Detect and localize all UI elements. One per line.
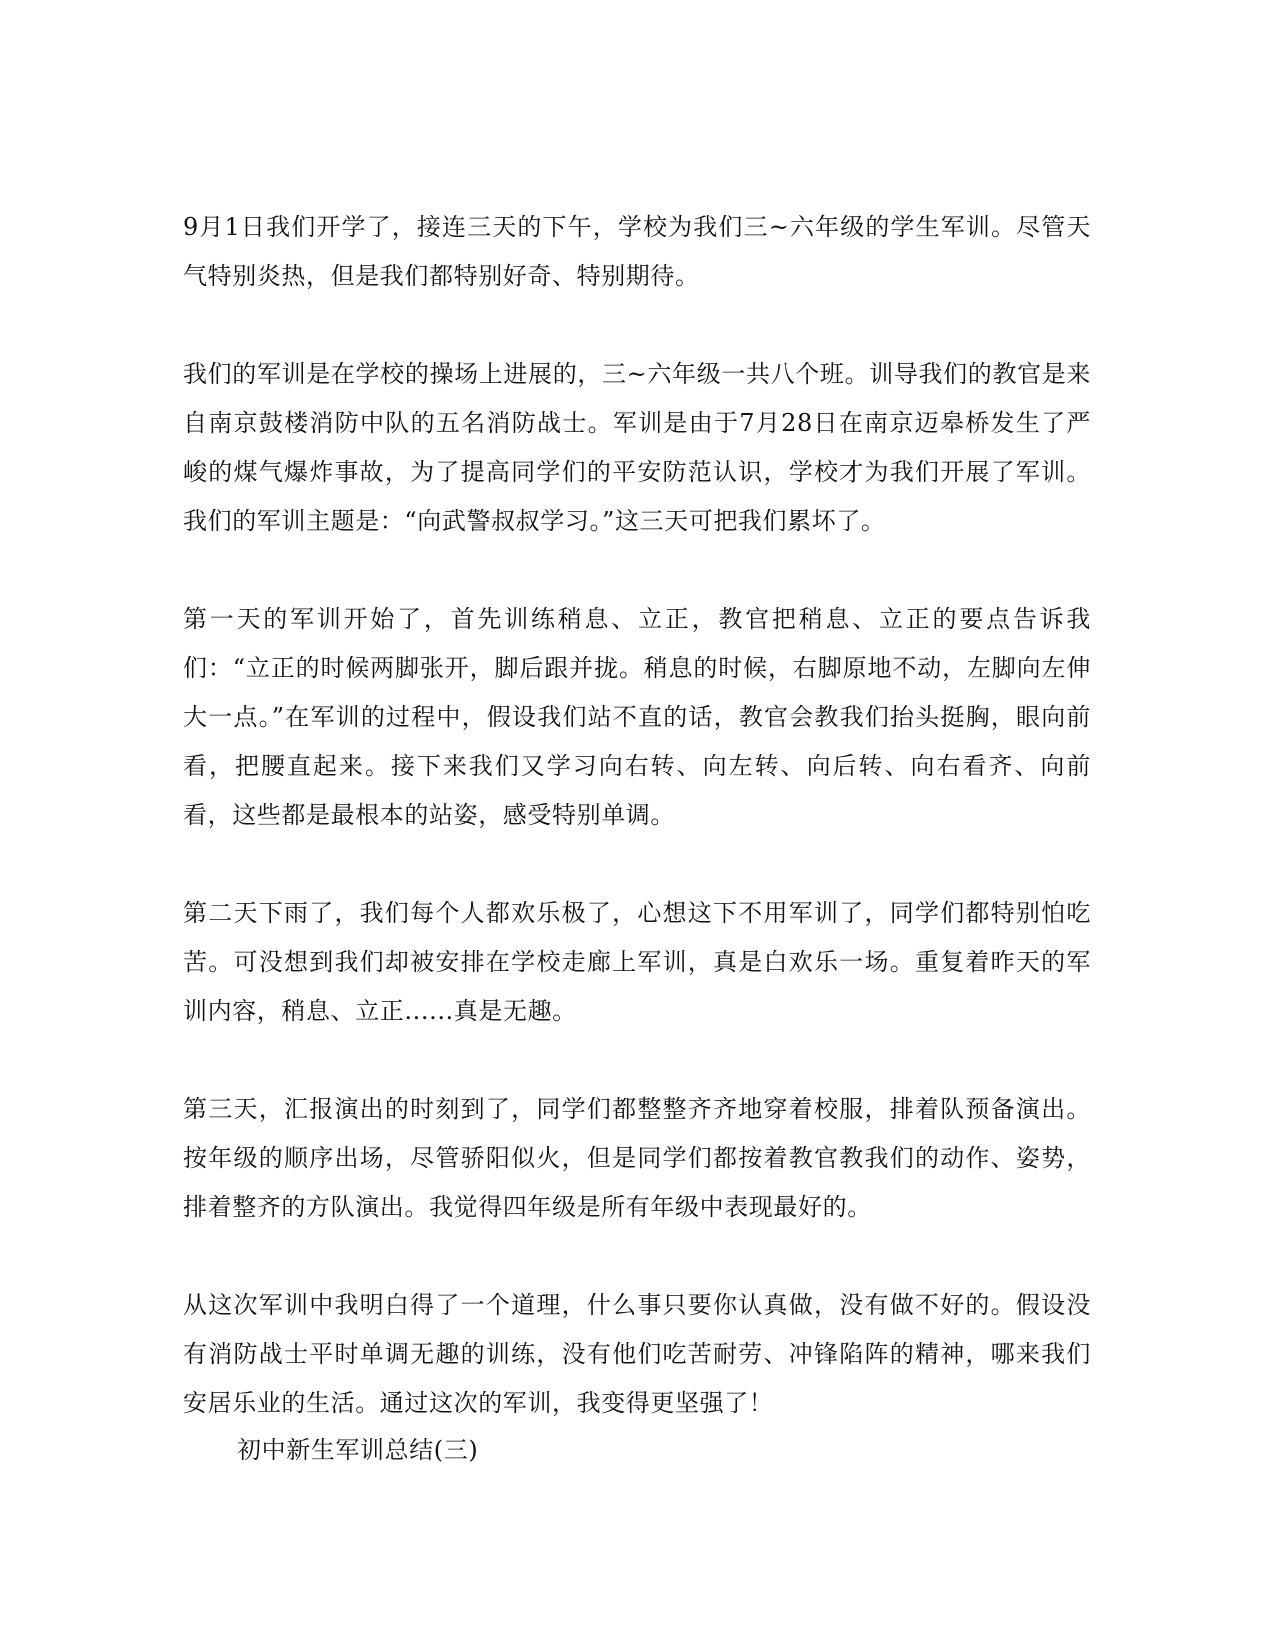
paragraph-day-one: 第一天的军训开始了，首先训练稍息、立正，教官把稍息、立正的要点告诉我们：“立正的时候两脚张开，脚后跟并拢。稍息的时候，右脚原地不动，左脚向左伸大一点。”在军训的过程中，假设我们站不直的话，教官会教我们抬头挺胸，眼向前看，把腰直起来。接下来我们又学习向右转、向左转、向后转、向右看齐、向前看，这些都是最根本的站姿，感受特别单调。 [183, 605, 1091, 829]
paragraph-training-location: 我们的军训是在学校的操场上进展的，三~六年级一共八个班。训导我们的教官是来自南京鼓楼消防中队的五名消防战士。军训是由于7月28日在南京迈皋桥发生了严峻的煤气爆炸事故，为了提高同学们的平安防范认识，学校才为我们开展了军训。我们的军训主题是：“向武警叔叔学习。”这三天可把我们累坏了。 [183, 360, 1091, 535]
paragraph-day-three: 第三天，汇报演出的时刻到了，同学们都整整齐齐地穿着校服，排着队预备演出。按年级的顺序出场，尽管骄阳似火，但是同学们都按着教官教我们的动作、姿势，排着整齐的方队演出。我觉得四年级是所有年级中表现最好的。 [183, 1095, 1091, 1221]
paragraph-conclusion: 从这次军训中我明白得了一个道理，什么事只要你认真做，没有做不好的。假设没有消防战士平时单调无趣的训练，没有他们吃苦耐劳、冲锋陷阵的精神，哪来我们安居乐业的生活。通过这次的军训，我变得更坚强了！ [183, 1291, 1091, 1417]
document-body [183, 203, 1091, 1472]
section-subtitle: 初中新生军训总结(三) [237, 1436, 479, 1464]
paragraph-day-two: 第二天下雨了，我们每个人都欢乐极了，心想这下不用军训了，同学们都特别怕吃苦。可没想到我们却被安排在学校走廊上军训，真是白欢乐一场。重复着昨天的军训内容，稍息、立正......真是无趣。 [183, 899, 1091, 1025]
paragraph-school-start: 9月1日我们开学了，接连三天的下午，学校为我们三~六年级的学生军训。尽管天气特别炎热，但是我们都特别好奇、特别期待。 [183, 213, 1091, 290]
